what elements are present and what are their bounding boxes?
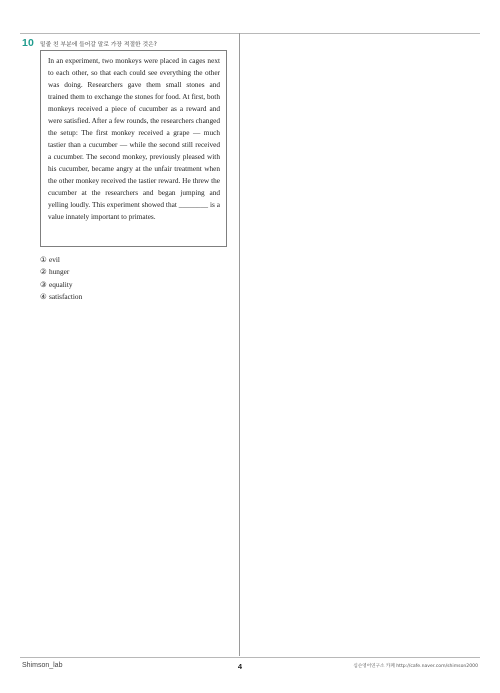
option-1[interactable] bbox=[40, 254, 82, 266]
option-text: equality bbox=[49, 279, 73, 289]
option-marker: ① bbox=[40, 255, 47, 264]
option-3[interactable] bbox=[40, 279, 82, 291]
footer-cafe-link[interactable]: 심슨영어연구소 카페 http://cafe.naver.com/shimson2000 bbox=[353, 664, 478, 669]
question-prompt: 밑줄 친 부분에 들어갈 말로 가장 적절한 것은? bbox=[40, 42, 157, 48]
page-number: 4 bbox=[237, 662, 243, 671]
option-2[interactable] bbox=[40, 266, 82, 278]
passage-box bbox=[40, 50, 227, 247]
option-text: satisfaction bbox=[49, 291, 83, 301]
option-marker: ③ bbox=[40, 279, 47, 289]
option-marker: ② bbox=[40, 267, 47, 277]
option-marker: ④ bbox=[40, 291, 47, 301]
answer-options bbox=[40, 254, 82, 303]
footer-rule bbox=[20, 657, 480, 658]
option-4[interactable] bbox=[40, 291, 82, 303]
footer-brand: Shimson_lab bbox=[22, 662, 63, 669]
column-divider bbox=[239, 33, 240, 656]
passage-text: In an experiment, two monkeys were placed in cages next to each other, so that each could see everything the other was doing. Researchers gave them small stones and trained them to exchange the stones for food. At first, both monkeys received a piece of cucumber as a reward and were satisfied. After a few rounds, the researchers changed the setup: The first monkey received a grape — much tastier than a cucumber — while the second still received a cucumber. The second monkey, previously pleased with his cucumber, became angry at the unfair treatment when the other monkey received the tastier reward. He threw the cucumber at the researchers and began jumping and yelling loudly. This experiment showed that ________ is a value innately important to primates. bbox=[48, 56, 220, 221]
option-text: evil bbox=[49, 255, 60, 264]
option-text: hunger bbox=[49, 267, 70, 277]
top-rule bbox=[20, 33, 480, 34]
question-number: 10 bbox=[22, 37, 35, 49]
